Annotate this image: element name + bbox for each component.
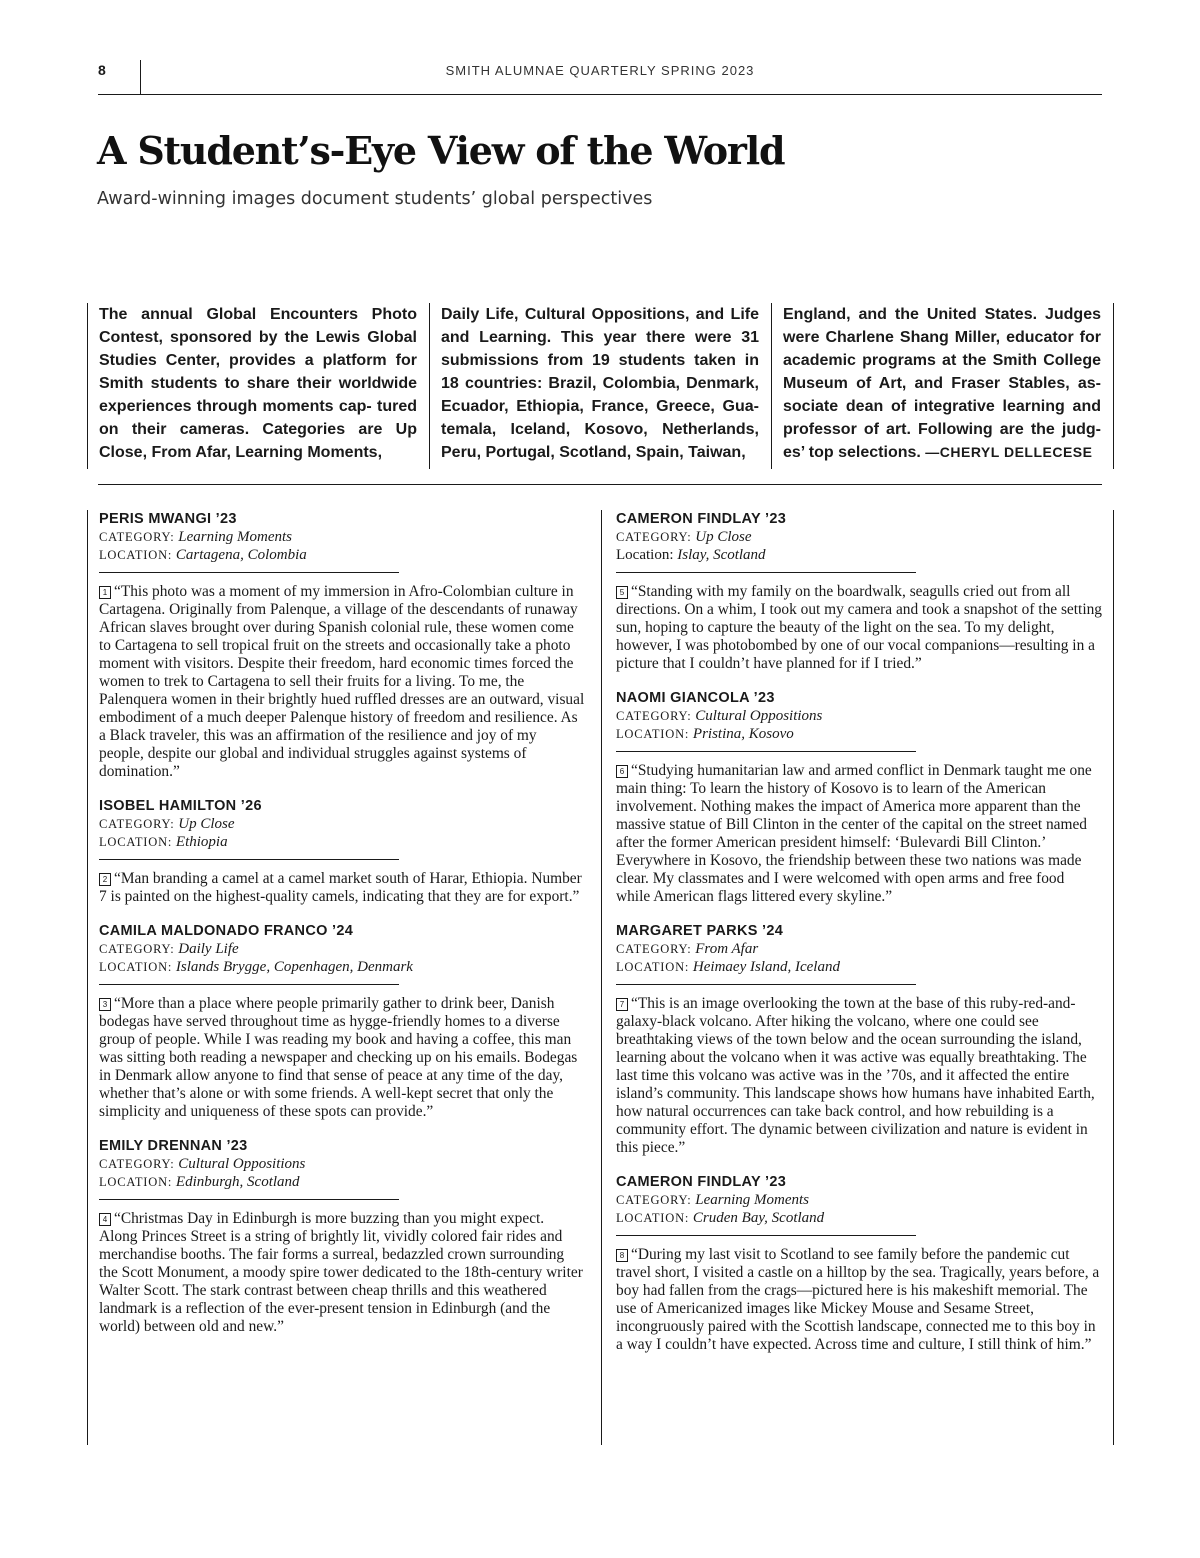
entry-name: NAOMI GIANCOLA ’23 [616, 690, 775, 706]
entry-location: LOCATION: Cartagena, Colombia [99, 547, 307, 563]
running-head: SMITH ALUMNAE QUARTERLY SPRING 2023 [445, 63, 755, 78]
intro-rule-2 [771, 303, 772, 469]
entry-quote: 6 “Studying humanitarian law and armed conflict in Denmark taught me one main thing: To learn the history of Kosovo is to learn of the American involvement. Nothing makes the impact of America more apparent than the massive statue of Bill Clinton in the center of the capital on the street named after the former American president himself: ‘Bulevardi Bill Clinton.’ Everywhere in Kosovo, the friendship between these two nations was made clear. My classmates and I were welcomed with open arms and free food while American flags littered every skyline.” [616, 762, 1092, 905]
intro-bottom-rule [98, 484, 1102, 485]
entry-rule [616, 1235, 916, 1236]
entry-name: ISOBEL HAMILTON ’26 [99, 798, 262, 814]
body-rule-right [1113, 510, 1114, 1445]
entry-location: LOCATION: Ethiopia [99, 834, 228, 850]
entry-rule [99, 572, 399, 573]
entry-name: PERIS MWANGI ’23 [99, 511, 237, 527]
entry-location: LOCATION: Cruden Bay, Scotland [616, 1210, 825, 1226]
entry-quote: 5 “Standing with my family on the boardwalk, seagulls cried out from all directions. On a whim, I took out my camera and took a snapshot of the setting sun, hoping to capture the beauty of the light on the sea. To my delight, however, I was photobombed by one of our vocal companions—resulting in a picture that I couldn’t have planned for if I tried.” [616, 583, 1102, 672]
entry-name: CAMERON FINDLAY ’23 [616, 1174, 787, 1190]
entry-location: LOCATION: Heimaey Island, Iceland [616, 959, 840, 975]
entry-rule [616, 984, 916, 985]
entry-name: CAMILA MALDONADO FRANCO ’24 [99, 923, 354, 939]
entry-quote: 8 “During my last visit to Scotland to see family before the pandemic cut travel short, I visited a castle on a hilltop by the sea. Tragically, years before, a boy had fallen from the crags—pictured here is his makeshift memorial. The use of Americanized images like Mickey Mouse and Sesame Street, incongruously paired with the Scottish landscape, connected me to this boy in a way I couldn’t have expected. Across time and culture, I still think of him.” [616, 1246, 1100, 1353]
left-column [99, 510, 585, 1336]
entry-category: CATEGORY: Learning Moments [616, 1192, 810, 1208]
entry-quote: 4 “Christmas Day in Edinburgh is more buzzing than you might expect. Along Princes Street is a string of brightly lit, vividly colored fair rides and merchandise booths. The fair forms a surreal, bedazzled crown surrounding the Scott Monument, a moody spire tower dedicated to the 18th-century writer Walter Scott. The stark contrast between cheap thrills and this weathered landmark is a reflection of the ever-present tension in Edinburgh (and the world) between old and new.” [99, 1210, 583, 1335]
photo-number-badge: 8 [616, 1249, 628, 1262]
photo-number-badge: 7 [616, 998, 628, 1011]
entry-location: Location: Islay, Scotland [616, 547, 766, 563]
body-rule-left [87, 510, 88, 1445]
entry-8 [616, 1173, 1102, 1354]
entry-location: LOCATION: Pristina, Kosovo [616, 726, 794, 742]
entry-name: MARGARET PARKS ’24 [616, 923, 784, 939]
entry-quote: 1 “This photo was a moment of my immersion in Afro-Colombian culture in Cartagena. Originally from Palenque, a village of the descendants of runaway African slaves brought over during Spanish colonial rule, these women come to Cartagena to sell tropical fruit on the streets and occasionally take a photo moment with visitors. Despite their freedom, hard economic times forced the women to trek to Cartagena to sell their fruits for a living. To me, the Palenquera women in their brightly hued ruffled dresses are an outward, visual embodiment of a much deeper Palenque history of freedom and resilience. As a Black traveler, this was an affirmation of the resilience and joy of my people, despite our global and individual struggles against systems of domination.” [99, 583, 585, 780]
entry-category: CATEGORY: Up Close [99, 816, 235, 832]
entry-rule [99, 1199, 399, 1200]
entry-4 [99, 1137, 585, 1336]
intro-rule-right [1113, 303, 1114, 469]
entry-5 [616, 510, 1102, 673]
entry-category: CATEGORY: Cultural Oppositions [99, 1156, 306, 1172]
right-column [616, 510, 1102, 1354]
intro-column-2: Daily Life, Cultural Oppositions, and Life and Learning. This year there were 31 submissions from 19 students taken in 18 countries: Brazil, Colombia, Denmark, Ecuador, Ethiopia, France, Greece, Gua- temala, Iceland, Kosovo, Netherlands, Peru, Portugal, Scotland, Spain, Taiwan, [441, 306, 759, 461]
entry-location: LOCATION: Islands Brygge, Copenhagen, Denmark [99, 959, 413, 975]
photo-number-badge: 2 [99, 873, 111, 886]
entry-location: LOCATION: Edinburgh, Scotland [99, 1174, 300, 1190]
intro-rule-left [87, 303, 88, 469]
entry-quote: 7 “This is an image overlooking the town at the base of this ruby-red-and-galaxy-black volcano. After hiking the volcano, where one could see breathtaking views of the town below and the ocean surrounding the island, learning about the volcano when it was active was equally breathtaking. The last time this volcano was active was in the ’70s, and it affected the entire island’s community. This landscape shows how humans have inhabited Earth, how natural occurrences can take back control, and how rebuilding is a community effort. The dynamic between civilization and nature is evident in this piece.” [616, 995, 1095, 1156]
page-header [98, 60, 1102, 95]
entry-category: CATEGORY: Up Close [616, 529, 752, 545]
entry-name: CAMERON FINDLAY ’23 [616, 511, 787, 527]
photo-number-badge: 4 [99, 1213, 111, 1226]
photo-number-badge: 3 [99, 998, 111, 1011]
page-number: 8 [98, 62, 106, 78]
entry-1 [99, 510, 585, 781]
entry-category: CATEGORY: Learning Moments [99, 529, 293, 545]
photo-number-badge: 1 [99, 586, 111, 599]
entry-2 [99, 797, 585, 906]
entry-7 [616, 922, 1102, 1157]
body-rule-middle [601, 510, 602, 1445]
entry-category: CATEGORY: Cultural Oppositions [616, 708, 823, 724]
entry-quote: 3 “More than a place where people primarily gather to drink beer, Danish bodegas have served throughout time as hygge-friendly homes to a diverse group of people. While I was reading my book and having a coffee, this man was sitting both reading a newspaper and checking up on his emails. Bodegas in Denmark allow anyone to find that sense of peace at any time of the day, whether that’s alone or with some friends. A well-kept secret that only the simplicity and uniqueness of these spots can provide.” [99, 995, 578, 1120]
entry-rule [99, 859, 399, 860]
article-title: A Student’s-Eye View of the World [97, 128, 785, 173]
entry-rule [616, 751, 916, 752]
intro-column-1: The annual Global Encounters Photo Contest, sponsored by the Lewis Global Studies Center, provides a platform for Smith students to share their worldwide experiences through moments cap- tured on their cameras. Categories are Up Close, From Afar, Learning Moments, [99, 306, 417, 461]
entry-category: CATEGORY: Daily Life [99, 941, 239, 957]
photo-number-badge: 5 [616, 586, 628, 599]
entry-rule [99, 984, 399, 985]
intro-column-3-text: England, and the United States. Judges were Charlene Shang Miller, educator for academic programs at the Smith College Museum of Art, and Fraser Stables, as- sociate dean of integrative learning and professor of art. Following are the judg- es’ top selections. [783, 306, 1101, 461]
intro-column-3 [783, 303, 1101, 469]
intro-rule-1 [429, 303, 430, 469]
intro-signature: —CHERYL DELLECESE [925, 444, 1093, 460]
entry-3 [99, 922, 585, 1121]
entry-category: CATEGORY: From Afar [616, 941, 759, 957]
entry-6 [616, 689, 1102, 906]
entry-rule [616, 572, 916, 573]
article-subtitle: Award-winning images document students’ global perspectives [97, 189, 653, 209]
entry-quote: 2 “Man branding a camel at a camel market south of Harar, Ethiopia. Number 7 is painted on the highest-quality camels, indicating that they are for export.” [99, 870, 582, 905]
entry-name: EMILY DRENNAN ’23 [99, 1138, 248, 1154]
photo-number-badge: 6 [616, 765, 628, 778]
